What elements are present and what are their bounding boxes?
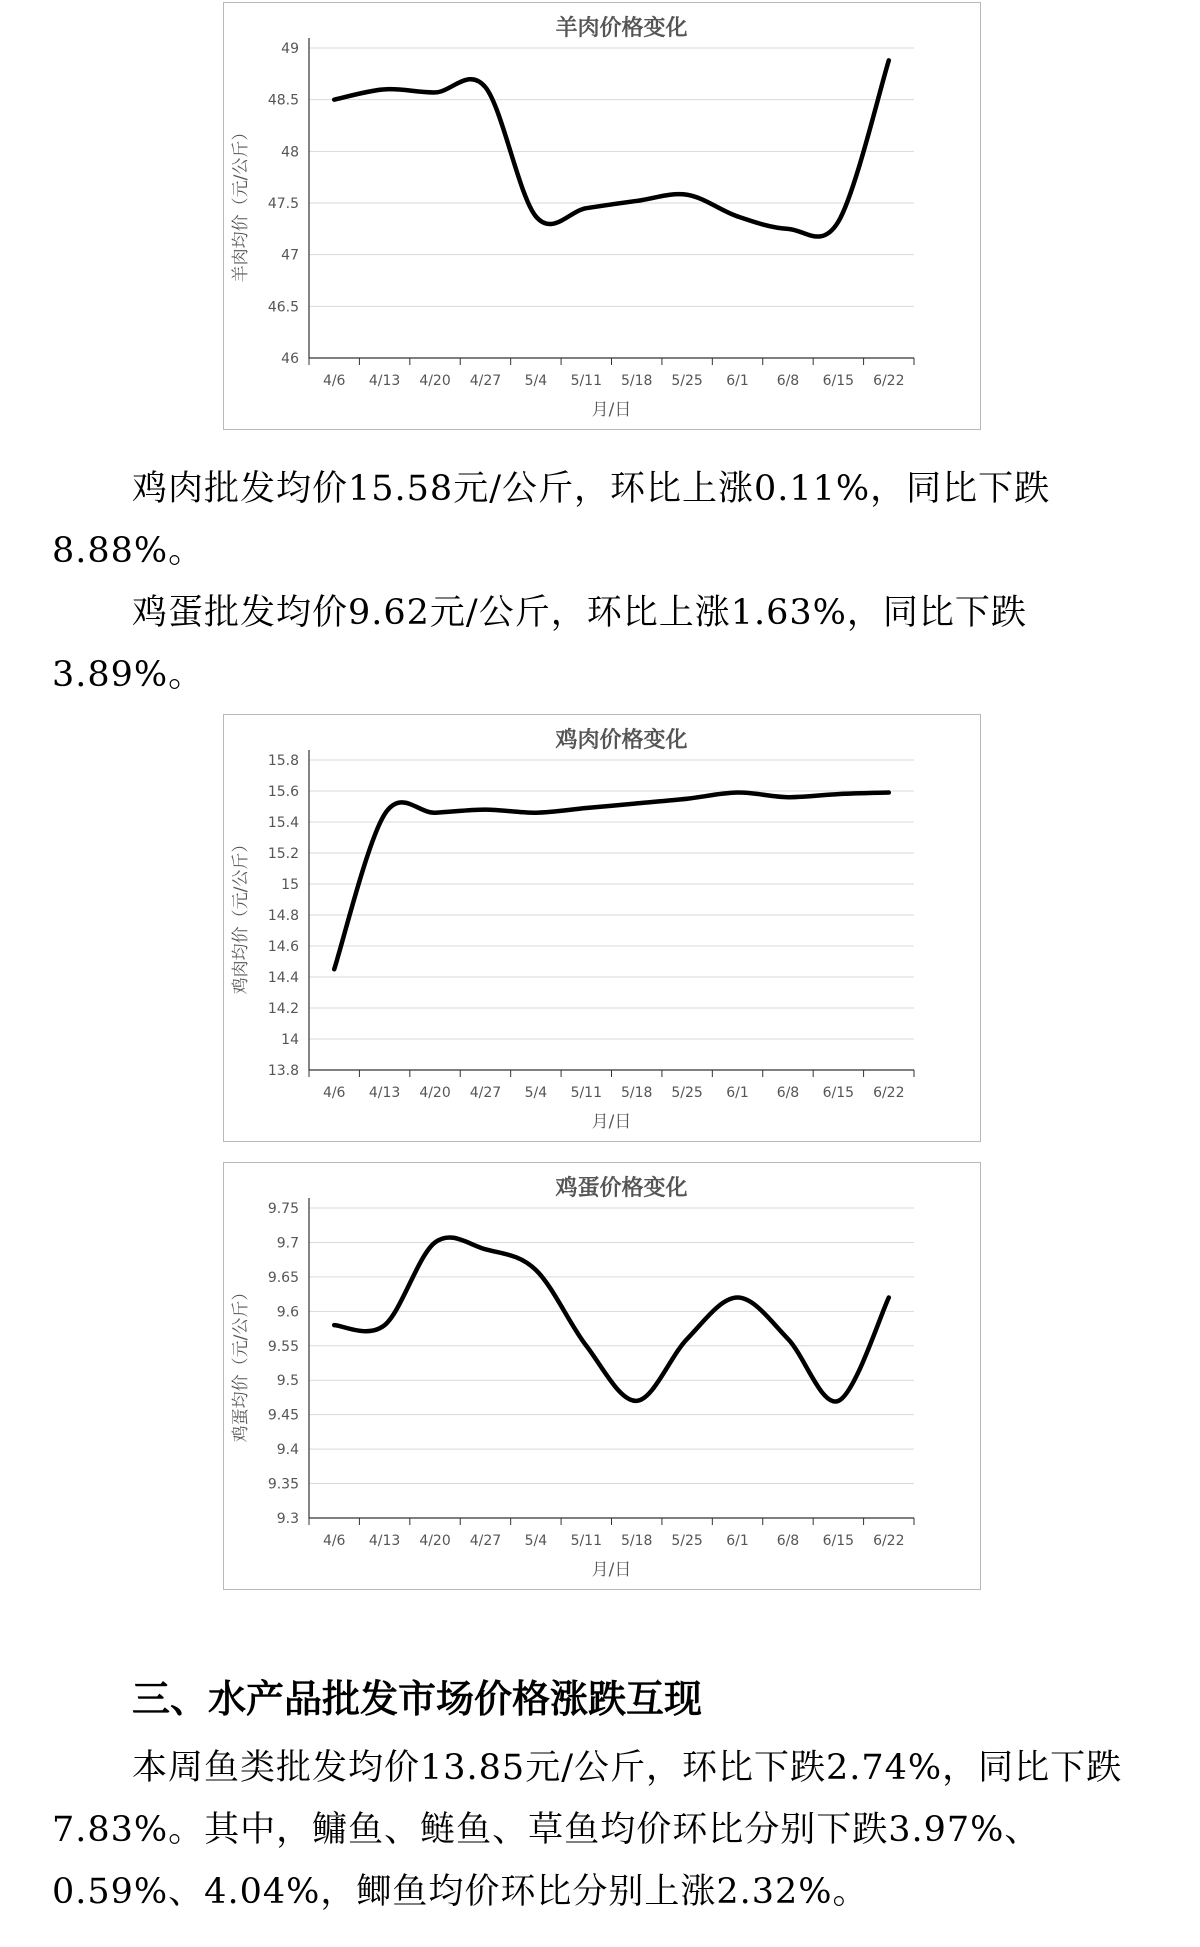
x-tick-label: 6/22	[873, 373, 905, 389]
x-tick-label: 6/1	[726, 373, 749, 389]
mutton-chart	[223, 2, 981, 430]
x-tick-label: 5/4	[524, 1085, 548, 1101]
y-tick-label: 47	[281, 247, 299, 264]
chart-title: 鸡肉价格变化	[555, 728, 688, 753]
y-axis-label: 鸡蛋均价（元/公斤）	[231, 1283, 251, 1443]
y-tick-label: 9.3	[276, 1511, 299, 1527]
x-tick-label: 4/27	[469, 1085, 502, 1101]
series-line	[334, 1237, 889, 1401]
x-tick-label: 6/1	[726, 1533, 749, 1549]
paragraph-egg: 鸡蛋批发均价9.62元/公斤，环比上涨1.63%，同比下跌3.89%。	[52, 593, 1027, 695]
y-tick-label: 15.8	[267, 753, 299, 769]
x-tick-label: 5/11	[570, 1085, 603, 1101]
y-axis-label: 鸡肉均价（元/公斤）	[231, 835, 251, 995]
y-tick-label: 48.5	[267, 92, 299, 109]
y-tick-label: 14.6	[267, 939, 299, 955]
egg-chart	[223, 1162, 981, 1590]
x-tick-label: 4/27	[469, 373, 502, 389]
x-tick-label: 6/15	[822, 373, 855, 389]
x-tick-label: 4/13	[368, 373, 401, 389]
x-tick-label: 5/25	[671, 373, 703, 389]
chart-title: 羊肉价格变化	[555, 16, 688, 41]
x-tick-label: 6/8	[776, 373, 800, 389]
paragraph-fish: 本周鱼类批发均价13.85元/公斤，环比下跌2.74%，同比下跌7.83%。其中，鳙鱼、鲢鱼、草鱼均价环比分别下跌3.97%、0.59%、4.04%，鲫鱼均价环比分别上涨2.32%。	[52, 1748, 1123, 1912]
y-tick-label: 15.4	[267, 815, 299, 831]
x-tick-label: 4/6	[322, 373, 346, 389]
x-tick-label: 5/18	[620, 373, 653, 389]
y-tick-label: 9.5	[276, 1373, 299, 1390]
y-tick-label: 15.6	[267, 784, 299, 800]
series-line	[334, 60, 889, 236]
chart-title: 鸡蛋价格变化	[555, 1176, 688, 1201]
x-tick-label: 6/15	[822, 1085, 855, 1101]
x-tick-label: 5/11	[570, 373, 603, 389]
y-tick-label: 9.35	[267, 1476, 299, 1493]
x-tick-label: 4/6	[322, 1085, 346, 1101]
y-tick-label: 15.2	[267, 846, 299, 862]
x-axis-label: 月/日	[591, 1560, 632, 1580]
x-tick-label: 4/20	[419, 1533, 451, 1549]
egg-chart-svg	[224, 1163, 979, 1588]
x-tick-label: 5/18	[620, 1533, 653, 1549]
x-axis-label: 月/日	[591, 400, 632, 420]
y-tick-label: 14.4	[267, 970, 299, 986]
y-tick-label: 9.45	[267, 1407, 299, 1424]
x-tick-label: 6/8	[776, 1085, 800, 1101]
y-tick-label: 9.7	[276, 1235, 299, 1252]
paragraph-chicken: 鸡肉批发均价15.58元/公斤，环比上涨0.11%，同比下跌8.88%。	[52, 469, 1051, 571]
mutton-chart-svg	[224, 3, 979, 428]
y-tick-label: 46	[281, 351, 299, 367]
y-tick-label: 46.5	[267, 299, 299, 316]
x-tick-label: 6/22	[873, 1085, 905, 1101]
y-axis-label: 羊肉均价（元/公斤）	[231, 123, 251, 283]
series-line	[334, 793, 889, 970]
x-tick-label: 5/25	[671, 1085, 703, 1101]
y-tick-label: 14	[281, 1032, 299, 1048]
y-tick-label: 15	[281, 877, 299, 893]
y-tick-label: 9.4	[276, 1442, 299, 1459]
x-tick-label: 6/8	[776, 1533, 800, 1549]
x-tick-label: 5/4	[524, 1533, 548, 1549]
x-tick-label: 5/18	[620, 1085, 653, 1101]
y-tick-label: 47.5	[267, 196, 299, 212]
y-tick-label: 49	[281, 41, 299, 57]
y-tick-label: 9.55	[267, 1338, 299, 1355]
y-tick-label: 14.8	[267, 908, 299, 924]
x-tick-label: 4/13	[368, 1533, 401, 1549]
x-tick-label: 4/27	[469, 1533, 502, 1549]
x-tick-label: 6/1	[726, 1085, 749, 1101]
x-tick-label: 4/20	[419, 373, 451, 389]
x-tick-label: 4/13	[368, 1085, 401, 1101]
x-axis-label: 月/日	[591, 1112, 632, 1132]
x-tick-label: 4/6	[322, 1533, 346, 1549]
x-tick-label: 5/11	[570, 1533, 603, 1549]
y-tick-label: 9.6	[276, 1304, 299, 1321]
y-tick-label: 48	[281, 144, 299, 161]
y-tick-label: 14.2	[267, 1001, 299, 1017]
x-tick-label: 6/22	[873, 1533, 905, 1549]
section-heading-aquatic: 三、水产品批发市场价格涨跌互现	[132, 1677, 703, 1721]
x-tick-label: 5/4	[524, 373, 548, 389]
y-tick-label: 9.75	[267, 1201, 299, 1217]
chicken-chart-svg	[224, 715, 979, 1140]
x-tick-label: 4/20	[419, 1085, 451, 1101]
x-tick-label: 5/25	[671, 1533, 703, 1549]
x-tick-label: 6/15	[822, 1533, 855, 1549]
chicken-chart	[223, 714, 981, 1142]
y-tick-label: 9.65	[267, 1269, 299, 1286]
y-tick-label: 13.8	[267, 1063, 299, 1079]
